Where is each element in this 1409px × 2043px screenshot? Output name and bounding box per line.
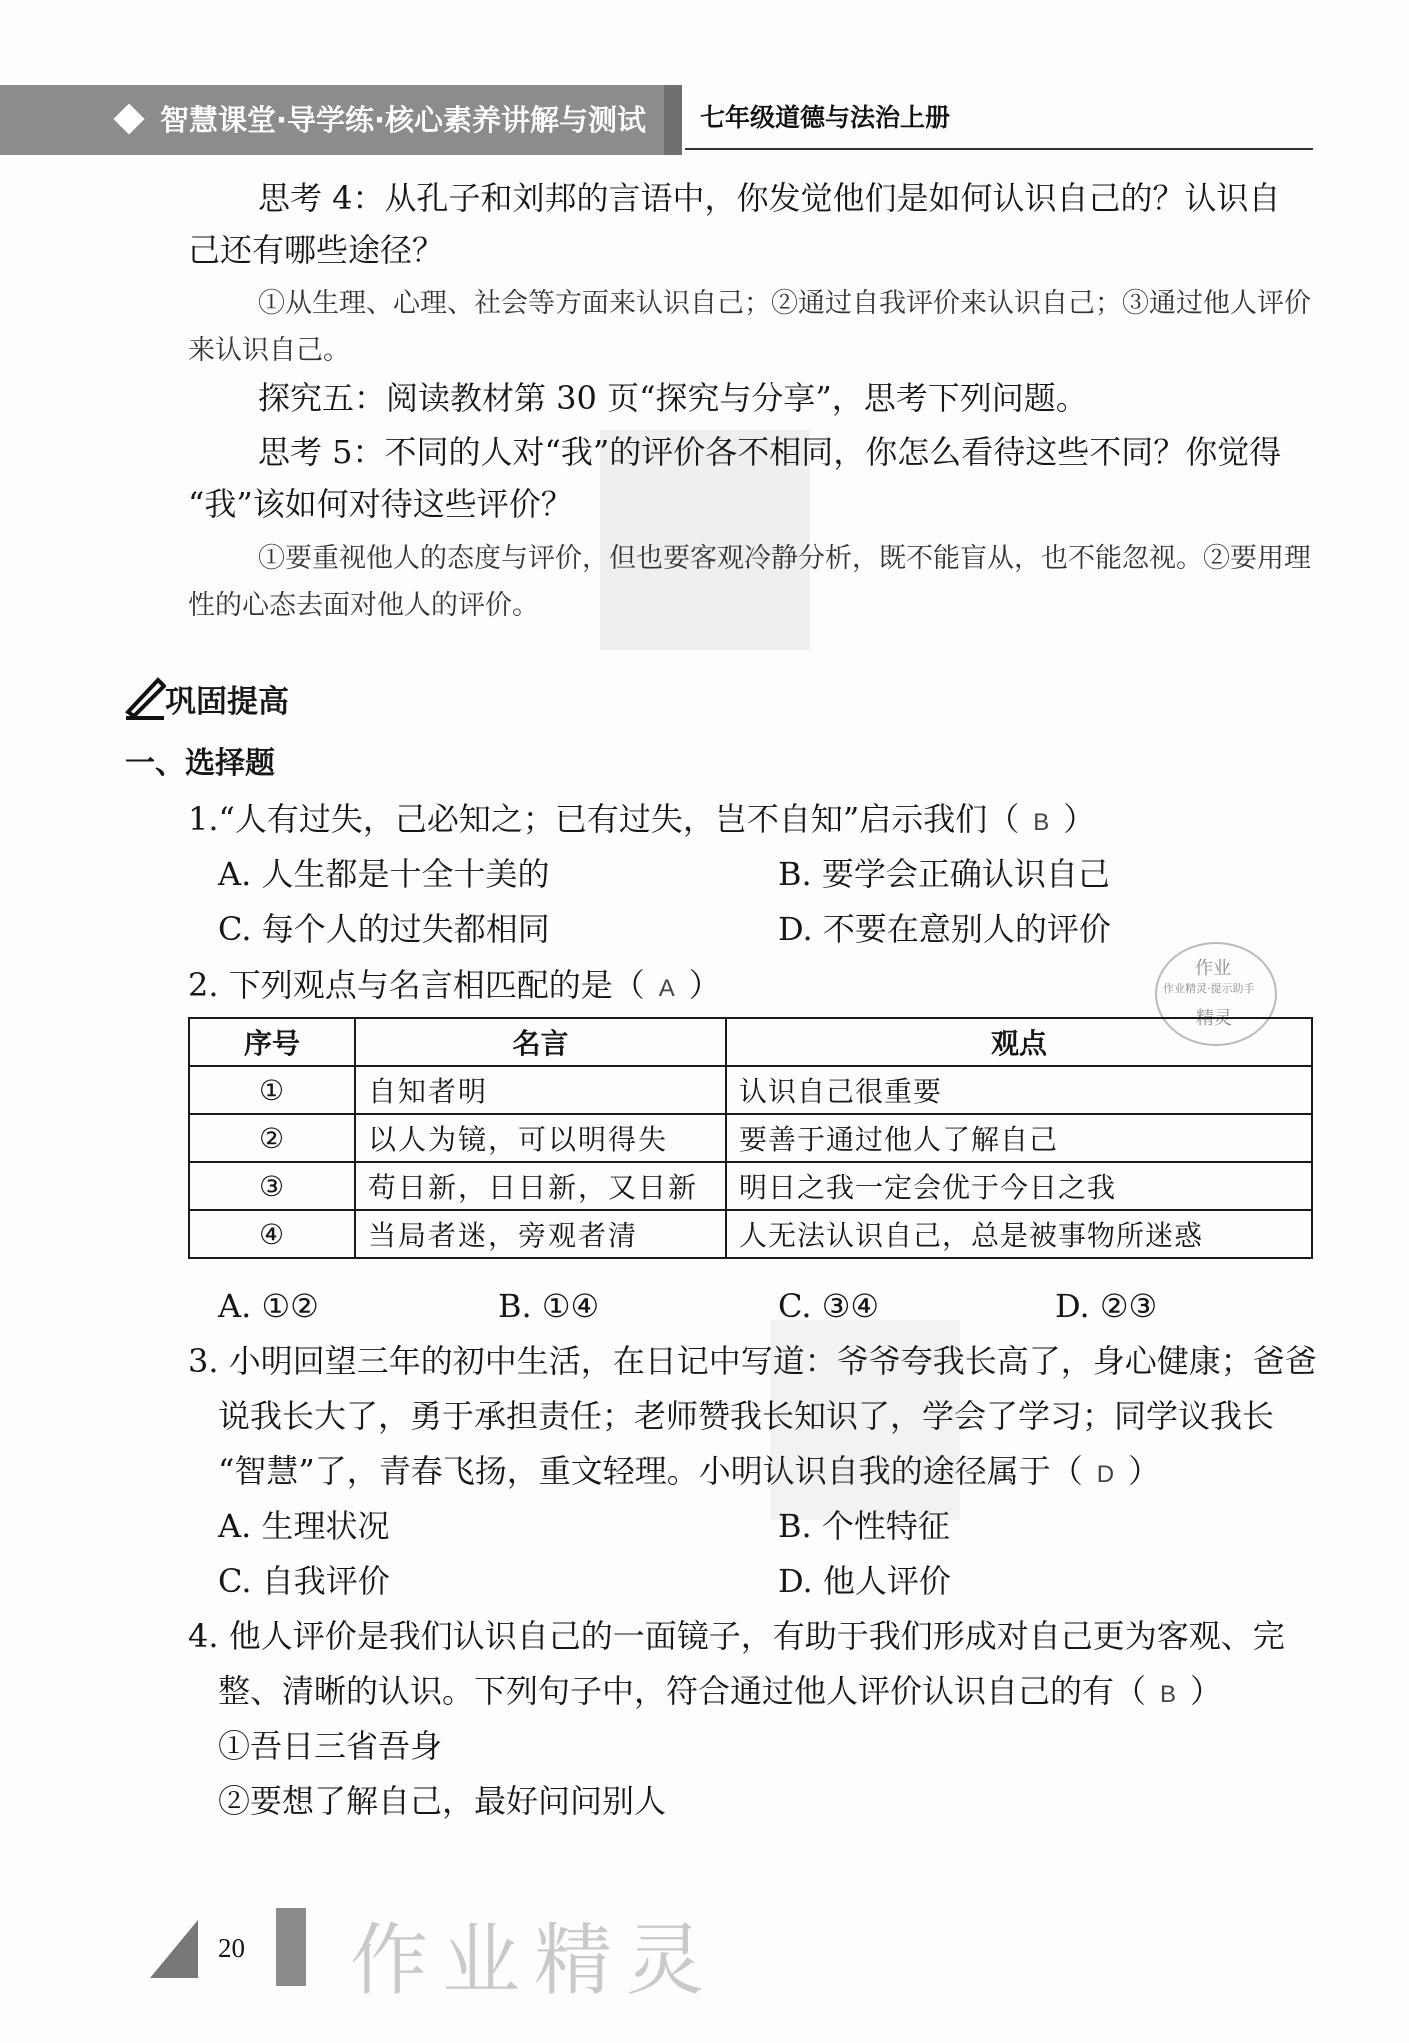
table-cell-number: ②: [189, 1114, 355, 1162]
q3-option-c: C. 自我评价: [218, 1562, 390, 1600]
section-title: 巩固提高: [165, 684, 289, 720]
table-header-cell: 名言: [355, 1018, 726, 1066]
q4-line1: 4. 他人评价是我们认识自己的一面镜子，有助于我们形成对自己更为客观、完: [188, 1617, 1285, 1655]
table-cell-viewpoint: 要善于通过他人了解自己: [726, 1114, 1312, 1162]
table-cell-viewpoint: 明日之我一定会优于今日之我: [726, 1162, 1312, 1210]
q2-option-c: C. ③④: [778, 1287, 880, 1325]
q1-stem: [188, 799, 1095, 843]
table-cell-number: ①: [189, 1066, 355, 1114]
think4-answer-line1: ①从生理、心理、社会等方面来认识自己；②通过自我评价来认识自己；③通过他人评价: [258, 288, 1311, 319]
q3-option-b: B. 个性特征: [778, 1507, 950, 1545]
category-title: 一、选择题: [125, 746, 275, 781]
q3-answer: D: [1096, 1461, 1115, 1488]
footer-triangle: [150, 1920, 198, 1978]
page-number: 20: [218, 1933, 245, 1963]
stamp-bottom: 精灵: [1196, 1008, 1232, 1029]
stamp-title: 作业: [1195, 958, 1231, 979]
q4-line2: [218, 1671, 1222, 1715]
q2-answer: A: [658, 975, 675, 1002]
table-cell-quote: 苟日新，日日新，又日新: [355, 1162, 726, 1210]
table-cell-quote: 以人为镜，可以明得失: [355, 1114, 726, 1162]
think5-answer-line1: ①要重视他人的态度与评价，但也要客观冷静分析，既不能盲从，也不能忽视。②要用理: [258, 543, 1311, 574]
quotes-table: [188, 1017, 1313, 1259]
think4-line2: 己还有哪些途径？: [188, 231, 445, 269]
q2-option-d: D. ②③: [1055, 1287, 1158, 1325]
q3-line2: 说我长大了，勇于承担责任；老师赞我长知识了，学会了学习；同学议我长: [218, 1397, 1275, 1435]
q1-option-b: B. 要学会正确认识自己: [778, 855, 1110, 893]
q2-stem: [188, 965, 721, 1009]
explore5-text: 探究五：阅读教材第 30 页“探究与分享”，思考下列问题。: [258, 379, 1088, 417]
q1-answer: B: [1033, 809, 1050, 836]
q3-line3-text: “智慧”了，青春飞扬，重文轻理。小明认识自我的途径属于（: [218, 1452, 1083, 1490]
series-title: 智慧课堂·导学练·核心素养讲解与测试: [160, 103, 647, 137]
table-row: [189, 1066, 1312, 1114]
table-cell-number: ③: [189, 1162, 355, 1210]
book-title: 七年级道德与法治上册: [700, 103, 951, 132]
q4-answer: B: [1160, 1681, 1177, 1708]
table-cell-quote: 当局者迷，旁观者清: [355, 1210, 726, 1258]
q3-close: ）: [1128, 1452, 1161, 1490]
q4-item1: ①吾日三省吾身: [218, 1727, 443, 1765]
table-cell-number: ④: [189, 1210, 355, 1258]
q2-close: ）: [688, 966, 721, 1004]
table-cell-quote: 自知者明: [355, 1066, 726, 1114]
pencil-icon: [124, 674, 166, 720]
q2-stem-text: 2. 下列观点与名言相匹配的是（: [188, 966, 645, 1004]
header-rule: [685, 148, 1313, 150]
q2-option-a: A. ①②: [218, 1287, 319, 1325]
think4-line1: 思考 4：从孔子和刘邦的言语中，你发觉他们是如何认识自己的？认识自: [258, 179, 1281, 217]
q3-option-d: D. 他人评价: [778, 1562, 951, 1600]
q4-item2: ②要想了解自己，最好问问别人: [218, 1782, 667, 1820]
q2-option-b: B. ①④: [498, 1287, 600, 1325]
q3-line1: 3. 小明回望三年的初中生活，在日记中写道：爷爷夸我长高了，身心健康；爸爸: [188, 1342, 1317, 1380]
think5-answer-line2: 性的心态去面对他人的评价。: [188, 590, 539, 621]
think4-answer-line2: 来认识自己。: [188, 335, 350, 366]
watermark-text: 作业精灵: [350, 1916, 719, 2006]
table-header-row: [189, 1018, 1312, 1066]
q4-line2-text: 整、清晰的认识。下列句子中，符合通过他人评价认识自己的有（: [218, 1672, 1147, 1710]
stamp-subtitle: 作业精灵·提示助手: [1163, 982, 1255, 995]
q1-option-d: D. 不要在意别人的评价: [778, 910, 1111, 948]
table-cell-viewpoint: 认识自己很重要: [726, 1066, 1312, 1114]
table-cell-viewpoint: 人无法认识自己，总是被事物所迷惑: [726, 1210, 1312, 1258]
q4-close: ）: [1190, 1672, 1223, 1710]
table-row: [189, 1162, 1312, 1210]
q3-option-a: A. 生理状况: [218, 1507, 390, 1545]
footer-bar: [276, 1908, 306, 1986]
think5-line1: 思考 5：不同的人对“我”的评价各不相同，你怎么看待这些不同？你觉得: [258, 433, 1282, 471]
q1-option-c: C. 每个人的过失都相同: [218, 910, 550, 948]
q1-close: ）: [1063, 800, 1096, 838]
q1-stem-text: 1.“人有过失，己必知之；已有过失，岂不自知”启示我们（: [188, 800, 1020, 838]
table-row: [189, 1210, 1312, 1258]
q3-line3: [218, 1451, 1160, 1495]
think5-line2: “我”该如何对待这些评价？: [188, 485, 573, 523]
table-header-cell: 序号: [189, 1018, 355, 1066]
table-header-cell: 观点: [726, 1018, 1312, 1066]
table-row: [189, 1114, 1312, 1162]
q1-option-a: A. 人生都是十全十美的: [218, 855, 550, 893]
